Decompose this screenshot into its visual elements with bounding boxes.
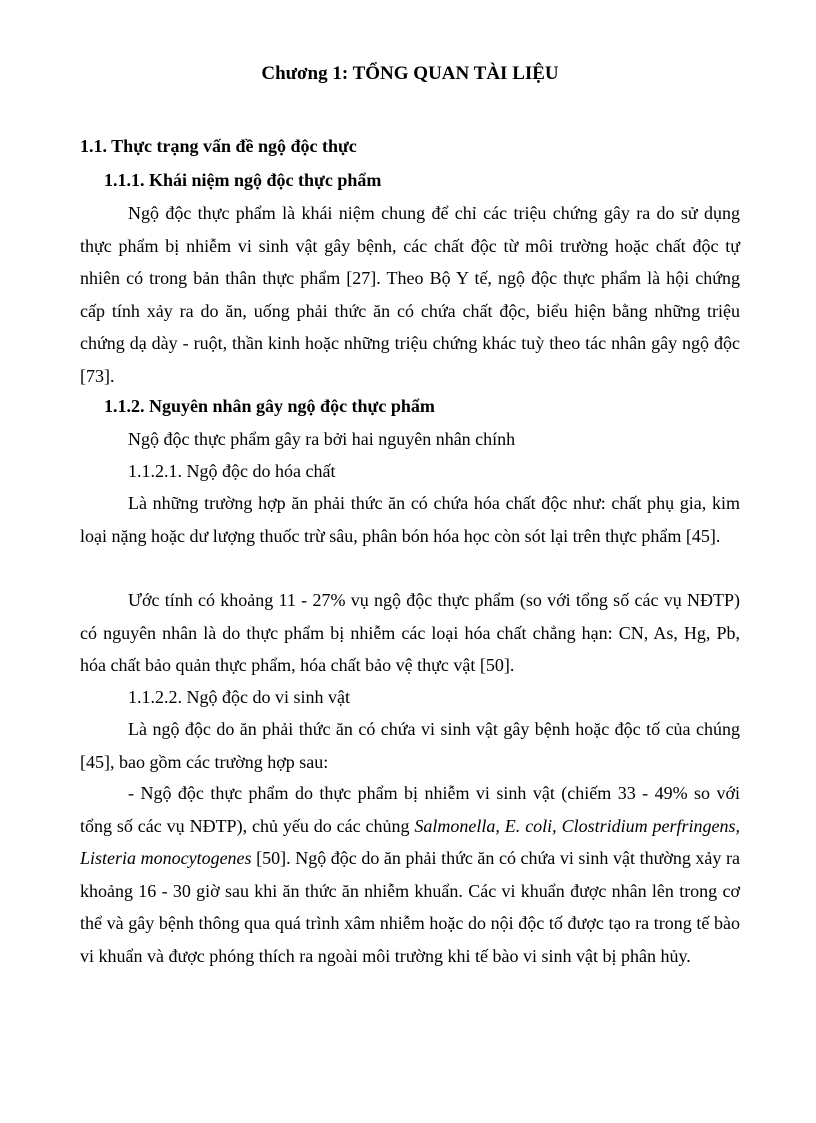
section-1-1-heading: 1.1. Thực trạng vấn đề ngộ độc thực <box>80 136 357 156</box>
chapter-title: Chương 1: TỔNG QUAN TÀI LIỆU <box>261 63 559 84</box>
section-1-1-2-2-heading: 1.1.2.2. Ngộ độc do vi sinh vật <box>128 687 350 707</box>
paragraph-definition: Ngộ độc thực phẩm là khái niệm chung để chỉ các triệu chứng gây ra do sử dụng thực phẩm bị nhiễm vi sinh vật gây bệnh, các chất độc từ môi trường hoặc chất độc tự nhiên có trong bản thân thực phẩm [27]. Theo Bộ Y tế, ngộ độc thực phẩm là hội chứng cấp tính xảy ra do ăn, uống phải thức ăn có chứa chất độc, biểu hiện bằng những triệu chứng dạ dày - ruột, thần kinh hoặc những triệu chứng khác tuỳ theo tác nhân gây ngộ độc [73]. <box>80 203 740 386</box>
paragraph-microbial-detail <box>80 777 740 972</box>
detail-text-start: - Ngộ độc thực phẩm do thực phẩm bị nhiễm vi sinh vật (chiếm 33 - 49% so với tổng số các vụ NĐTP), chủ yếu do các chủng <box>80 783 740 836</box>
document-page <box>80 0 740 1123</box>
section-1-1-1-heading: 1.1.1. Khái niệm ngộ độc thực phẩm <box>104 170 382 190</box>
paragraph-chemical: Là những trường hợp ăn phải thức ăn có chứa hóa chất độc như: chất phụ gia, kim loại nặng hoặc dư lượng thuốc trừ sâu, phân bón hóa học còn sót lại trên thực phẩm [45]. <box>80 493 740 546</box>
paragraph-microbial: Là ngộ độc do ăn phải thức ăn có chứa vi sinh vật gây bệnh hoặc độc tố của chúng [45], bao gồm các trường hợp sau: <box>80 719 740 772</box>
bacteria-species: Salmonella, E. coli, Clostridium perfringens, Listeria monocytogenes <box>80 815 740 868</box>
paragraph-chemical-rate: Ước tính có khoảng 11 - 27% vụ ngộ độc thực phẩm (so với tổng số các vụ NĐTP) có nguyên nhân là do thực phẩm bị nhiễm các loại hóa chất chẳng hạn: CN, As, Hg, Pb, hóa chất bảo quản thực phẩm, hóa chất bảo vệ thực vật [50]. <box>80 590 740 675</box>
section-1-1-2-1-heading: 1.1.2.1. Ngộ độc do hóa chất <box>128 461 336 481</box>
detail-text-end: [50]. Ngộ độc do ăn phải thức ăn có chứa vi sinh vật thường xảy ra khoảng 16 - 30 giờ sau khi ăn thức ăn nhiễm khuẩn. Các vi khuẩn được nhân lên trong cơ thể và gây bệnh thông qua quá trình xâm nhiễm hoặc do nội độc tố được tạo ra trong tế bào vi khuẩn và được phóng thích ra ngoài môi trường khi tế bào vi sinh vật bị phân hủy. <box>80 848 740 966</box>
paragraph-two-causes: Ngộ độc thực phẩm gây ra bởi hai nguyên nhân chính <box>128 429 516 449</box>
section-1-1-2-heading: 1.1.2. Nguyên nhân gây ngộ độc thực phẩm <box>104 396 435 416</box>
